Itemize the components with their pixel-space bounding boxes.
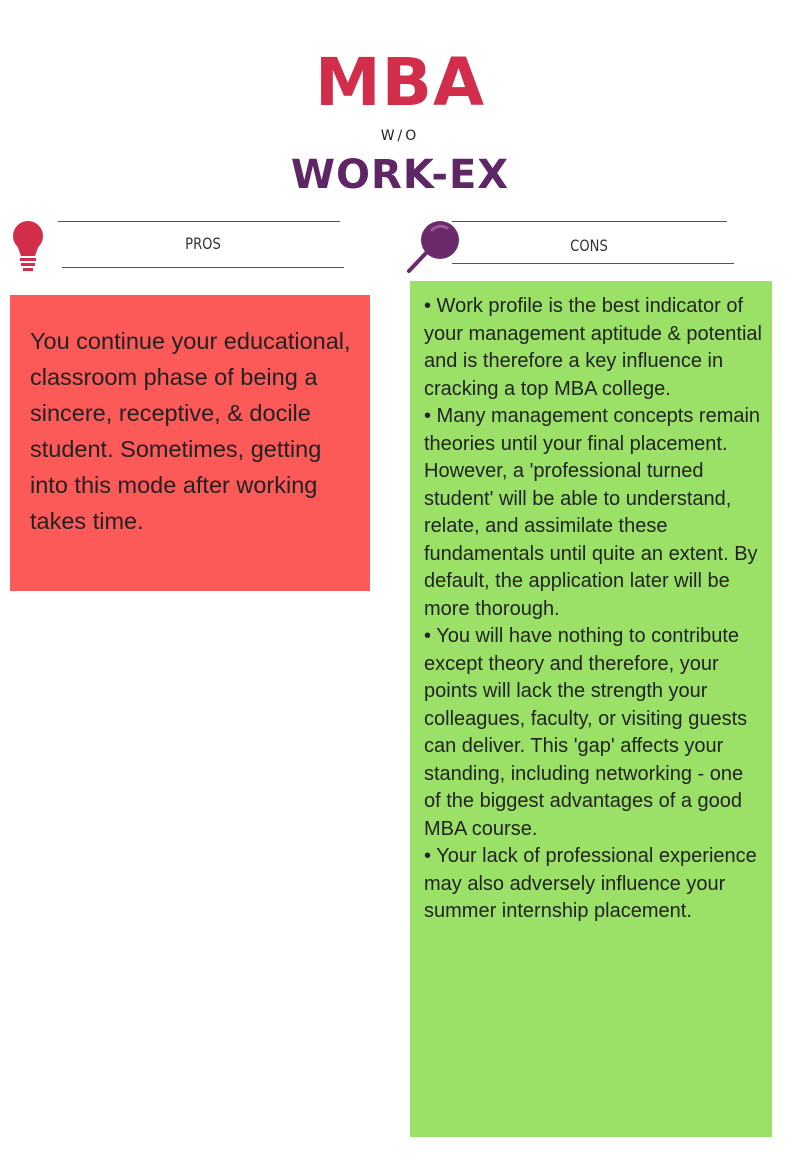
cons-item: • You will have nothing to contribute except theory and therefore, your points will lack the strength your colleagues, faculty, or visiting guests can deliver. This 'gap' affects your standing, including networking - one of the biggest advantages of a good MBA course. (424, 625, 748, 840)
cons-item: • Your lack of professional experience may also adversely influence your summer internship placement. (424, 845, 757, 922)
cons-bottom-rule (452, 263, 734, 264)
pros-box (10, 295, 370, 591)
magnifier-icon (403, 218, 465, 276)
cons-item: • Work profile is the best indicator of your management aptitude & potential and is therefore a key influence in cracking a top MBA college. (424, 295, 762, 400)
pros-top-rule (58, 221, 340, 222)
page-heading: WORK-EX (290, 152, 510, 198)
cons-top-rule (452, 221, 727, 222)
page-title: MBA (314, 44, 486, 121)
pros-label: PROS (185, 234, 221, 253)
cons-item: • Many management concepts remain theories until your final placement. However, a 'professional turned student' will be able to understand, relate, and assimilate these fundamentals until quite an extent. By default, the application later will be more thorough. (424, 405, 761, 620)
pros-text: You continue your educational, classroom phase of being a sincere, receptive, & docile student. Sometimes, getting into this mode after working takes time. (30, 328, 351, 534)
page-subtitle: W/O (380, 128, 420, 144)
lightbulb-icon (8, 218, 48, 274)
pros-bottom-rule (62, 267, 344, 268)
cons-label: CONS (570, 236, 608, 255)
cons-box (410, 281, 772, 1137)
